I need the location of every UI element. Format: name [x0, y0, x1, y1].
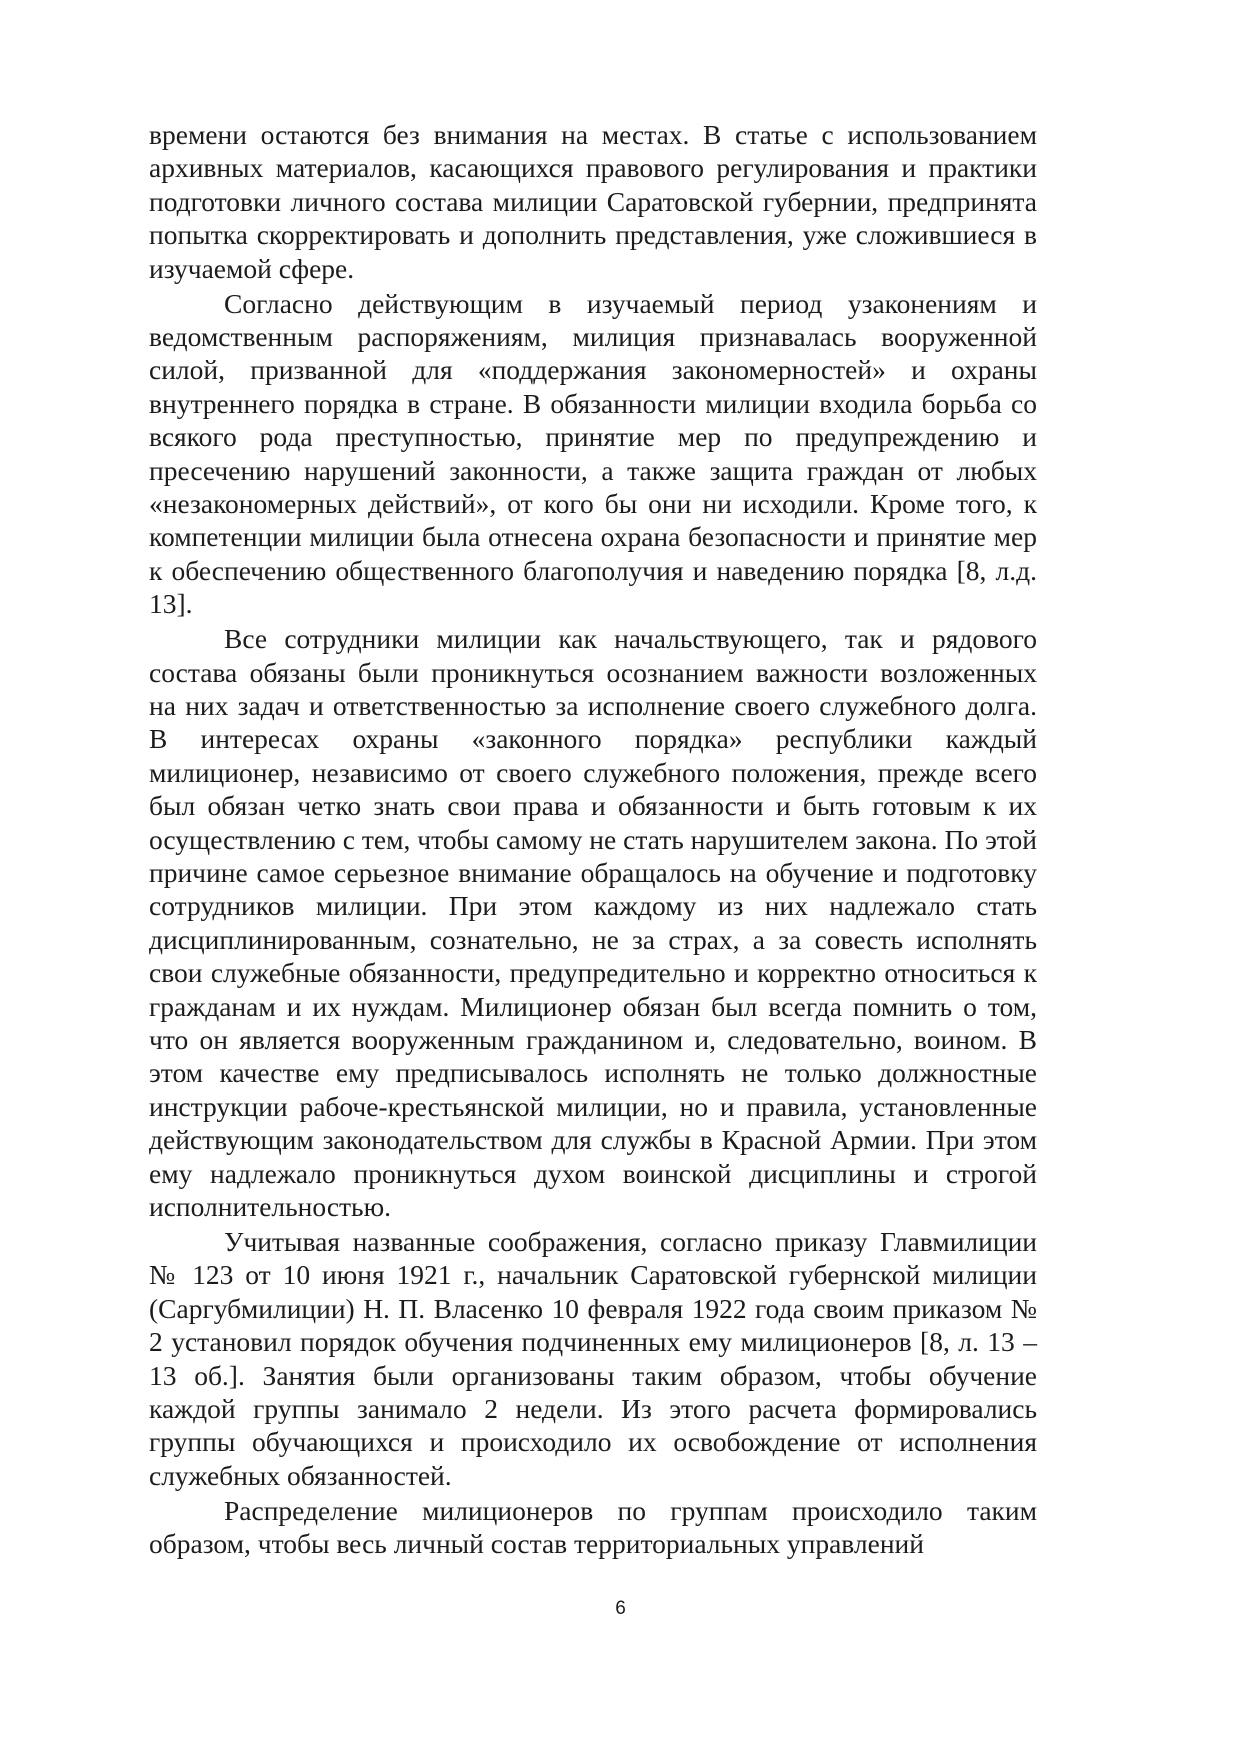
- body-text: [149, 118, 1037, 1560]
- paragraph: Согласно действующим в изучаемый период узаконениям и ведомственным распоряжениям, милиция признавалась вооруженной силой, призванной для «поддержания закономерностей» и охраны внутреннего порядка в стране. В обязанности милиции входила борьба со всякого рода преступностью, принятие мер по предупреждению и пресечению нарушений законности, а также защита граждан от любых «незакономерных действий», от кого бы они ни исходили. Кроме того, к компетенции милиции была отнесена охрана безопасности и принятие мер к обеспечению общественного благополучия и наведению порядка [8, л.д. 13].: [149, 287, 1037, 620]
- paragraph: Все сотрудники милиции как начальствующего, так и рядового состава обязаны были проникнуться осознанием важности возложенных на них задач и ответственностью за исполнение своего служебного долга. В интересах охраны «законного порядка» республики каждый милиционер, независимо от своего служебного положения, прежде всего был обязан четко знать свои права и обязанности и быть готовым к их осуществлению с тем, чтобы самому не стать нарушителем закона. По этой причине самое серьезное внимание обращалось на обучение и подготовку сотрудников милиции. При этом каждому из них надлежало стать дисциплинированным, сознательно, не за страх, а за совесть исполнять свои служебные обязанности, предупредительно и корректно относиться к гражданам и их нуждам. Милиционер обязан был всегда помнить о том, что он является вооруженным гражданином и, следовательно, воином. В этом качестве ему предписывалось исполнять не только должностные инструкции рабоче-крестьянской милиции, но и правила, установленные действующим законодательством для службы в Красной Армии. При этом ему надлежало проникнуться духом воинской дисциплины и строгой исполнительностью.: [149, 623, 1037, 1222]
- paragraph-continuation: времени остаются без внимания на местах. В статье с использованием архивных материалов, касающихся правового регулирования и практики подготовки личного состава милиции Саратовской губернии, предпринята попытка скорректировать и дополнить представления, уже сложившиеся в изучаемой сфере.: [149, 119, 1037, 284]
- paragraph: Учитывая названные соображения, согласно приказу Главмилиции № 123 от 10 июня 1921 г., начальник Саратовской губернской милиции (Саргубмилиции) Н. П. Власенко 10 февраля 1922 года своим приказом № 2 установил порядок обучения подчиненных ему милиционеров [8, л. 13 – 13 об.]. Занятия были организованы таким образом, чтобы обучение каждой группы занимало 2 недели. Из этого расчета формировались группы обучающихся и происходило их освобождение от исполнения служебных обязанностей.: [149, 1225, 1037, 1491]
- page-number: 6: [615, 1598, 626, 1619]
- paragraph: Распределение милиционеров по группам происходило таким образом, чтобы весь личный состав территориальных управлений: [149, 1494, 1037, 1560]
